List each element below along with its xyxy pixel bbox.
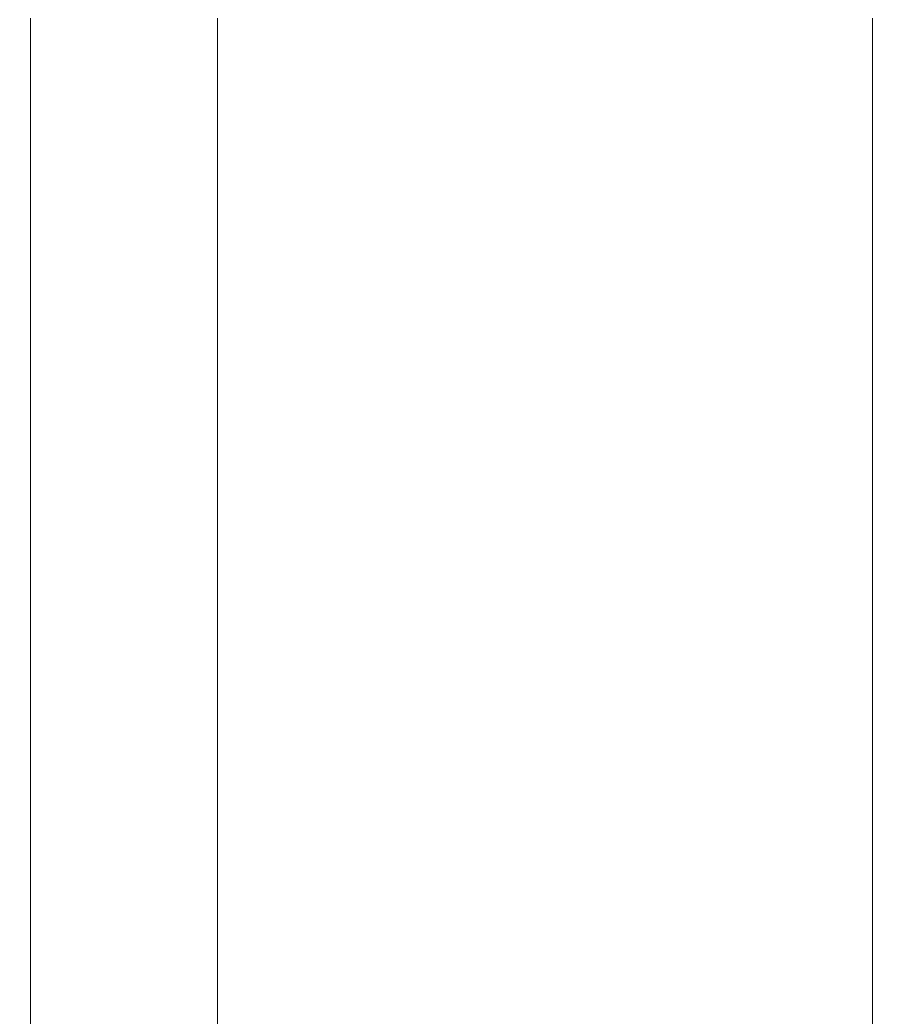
table-left-border [30,18,31,1024]
table-right-border [872,18,873,1024]
requirements-table [30,18,873,1024]
table-column-divider [217,18,218,1024]
